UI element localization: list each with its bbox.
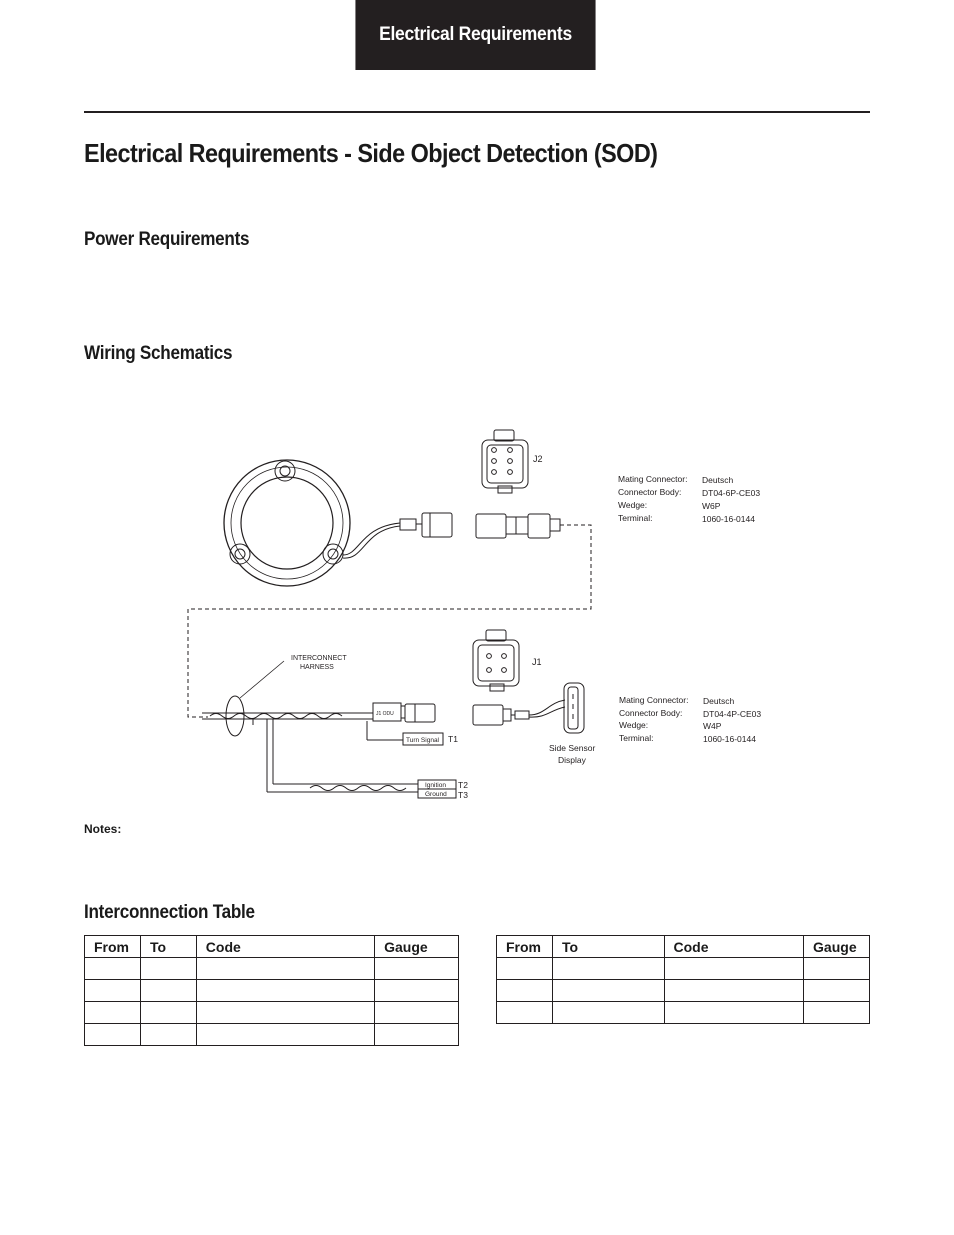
j2-spec-value: DT04-6P-CE03 <box>702 488 761 498</box>
j2-spec-value: 1060-16-0144 <box>702 514 755 524</box>
table-cell <box>804 958 870 980</box>
j2-mating-connector-icon <box>476 514 560 538</box>
table-cell <box>552 958 664 980</box>
j2-spec-block <box>618 474 760 524</box>
page-title: Electrical Requirements - Side Object Detection (SOD) <box>84 138 658 168</box>
table-row <box>85 1024 459 1046</box>
table-cell <box>664 1002 804 1024</box>
j1-spec-value: W4P <box>703 721 722 731</box>
table-cell <box>552 1002 664 1024</box>
table-cell <box>375 1002 459 1024</box>
interconnection-table-heading: Interconnection Table <box>84 902 255 923</box>
t3-label: T3 <box>458 790 468 800</box>
table-cell <box>804 1002 870 1024</box>
table-cell <box>196 1024 374 1046</box>
wiring-schematic-diagram <box>160 415 790 820</box>
table-cell <box>375 958 459 980</box>
harness-callout-line <box>240 661 284 698</box>
interconnection-table-right <box>496 935 870 1024</box>
table-header-row <box>85 936 459 958</box>
table-cell <box>85 1002 141 1024</box>
table-header-row <box>497 936 870 958</box>
j1-spec-value: Deutsch <box>703 696 735 706</box>
j2-spec-value: Deutsch <box>702 475 734 485</box>
column-header: From <box>85 936 141 958</box>
j1-connector-face-icon <box>473 630 519 691</box>
table-cell <box>196 958 374 980</box>
side-sensor-icon <box>224 460 400 586</box>
harness-connector-tag: J1 ODU <box>376 711 394 717</box>
table-cell <box>85 1024 141 1046</box>
j2-spec-label: Terminal: <box>618 513 653 523</box>
table-row <box>85 958 459 980</box>
j2-spec-label: Mating Connector: <box>618 474 688 484</box>
header-rule <box>84 111 870 113</box>
table-row <box>85 1002 459 1024</box>
table-cell <box>804 980 870 1002</box>
j1-spec-value: DT04-4P-CE03 <box>703 709 762 719</box>
column-header: To <box>140 936 196 958</box>
ignition-label: Ignition <box>425 782 446 789</box>
table-cell <box>552 980 664 1002</box>
j2-spec-value: W6P <box>702 501 721 511</box>
j2-connector-face-icon <box>482 430 528 493</box>
interconnection-table-left <box>84 935 459 1046</box>
power-requirements-heading: Power Requirements <box>84 229 250 250</box>
j1-spec-label: Wedge: <box>619 720 649 730</box>
sensor-pigtail-connector-icon <box>400 513 452 537</box>
table-cell <box>497 958 553 980</box>
table-cell <box>140 1002 196 1024</box>
j1-label: J1 <box>532 657 542 667</box>
table-cell <box>196 1002 374 1024</box>
j1-spec-value: 1060-16-0144 <box>703 734 756 744</box>
table-cell <box>375 1024 459 1046</box>
column-header: Gauge <box>375 936 459 958</box>
display-label: Side Sensor <box>549 743 596 753</box>
table-row <box>497 980 870 1002</box>
table-cell <box>140 958 196 980</box>
table-cell <box>664 958 804 980</box>
t1-label: T1 <box>448 734 458 744</box>
column-header: Gauge <box>804 936 870 958</box>
table-cell <box>497 1002 553 1024</box>
dashed-harness-route <box>188 525 591 717</box>
column-header: Code <box>664 936 804 958</box>
harness-j1-connector-icon <box>367 703 435 740</box>
j2-spec-label: Connector Body: <box>618 487 682 497</box>
table-cell <box>375 980 459 1002</box>
table-cell <box>664 980 804 1002</box>
j1-spec-label: Terminal: <box>619 733 654 743</box>
table-cell <box>85 958 141 980</box>
column-header: Code <box>196 936 374 958</box>
table-row <box>497 958 870 980</box>
j2-label: J2 <box>533 454 543 464</box>
j1-spec-label: Mating Connector: <box>619 695 689 705</box>
table-cell <box>140 1024 196 1046</box>
table-cell <box>497 980 553 1002</box>
notes-label: Notes: <box>84 822 122 836</box>
table-row <box>497 1002 870 1024</box>
j2-spec-label: Wedge: <box>618 500 648 510</box>
table-cell <box>85 980 141 1002</box>
display-label: Display <box>558 755 586 765</box>
table-cell <box>196 980 374 1002</box>
j1-spec-label: Connector Body: <box>619 708 683 718</box>
turn-signal-label: Turn Signal <box>406 737 439 744</box>
wiring-schematics-heading: Wiring Schematics <box>84 343 233 364</box>
t2-label: T2 <box>458 780 468 790</box>
harness-label: HARNESS <box>300 664 334 671</box>
column-header: From <box>497 936 553 958</box>
ground-label: Ground <box>425 791 447 798</box>
table-row <box>85 980 459 1002</box>
harness-label: INTERCONNECT <box>291 655 347 662</box>
column-header: To <box>552 936 664 958</box>
table-cell <box>140 980 196 1002</box>
j1-spec-block <box>619 695 761 744</box>
section-tab: Electrical Requirements <box>355 0 595 70</box>
